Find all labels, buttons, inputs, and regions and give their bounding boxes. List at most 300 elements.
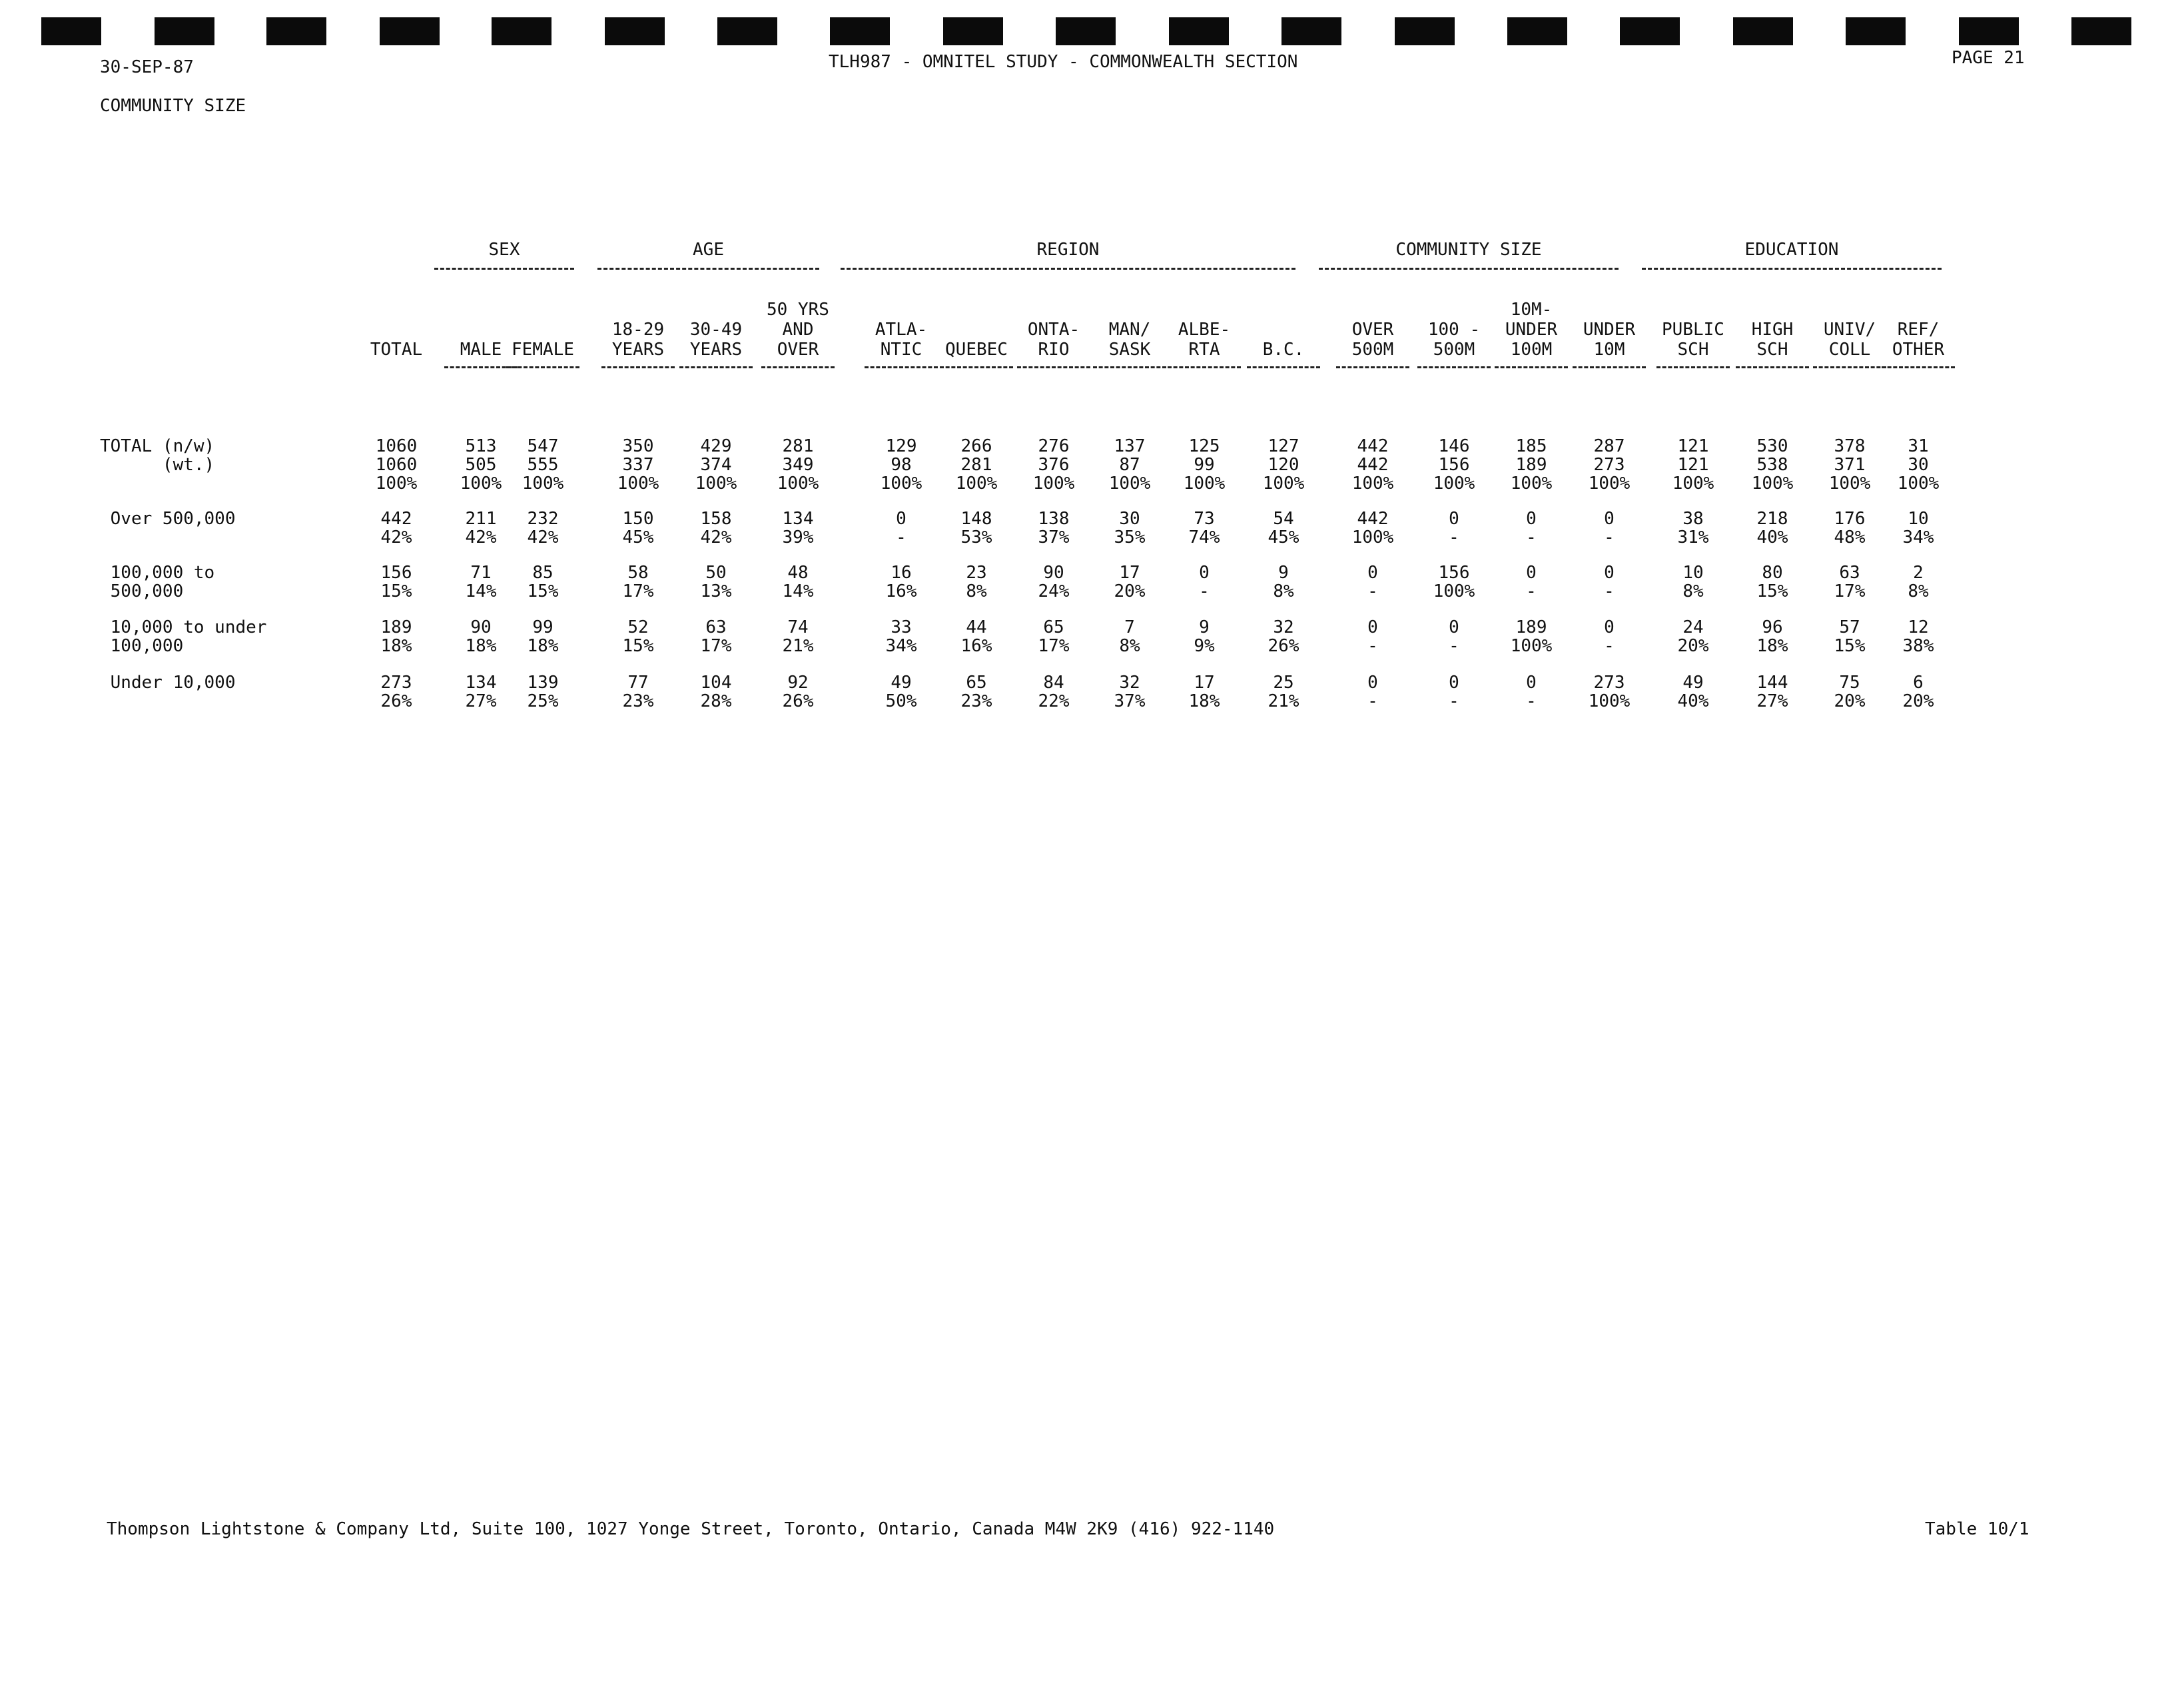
cell-value: 137 (1114, 436, 1146, 456)
cell-value: 42% (527, 527, 559, 547)
column-group-label: REGION (1036, 240, 1100, 260)
table-cell (1573, 509, 1646, 547)
cell-value: 146 (1438, 436, 1470, 456)
cell-value: 429 (700, 436, 732, 456)
column-header (1736, 320, 1809, 368)
column-header-line: ALBE- (1178, 320, 1231, 340)
feed-hole (1733, 17, 1793, 45)
row-label-line: 500,000 (100, 581, 184, 601)
column-header-line: SCH (1677, 340, 1709, 360)
cell-value: 442 (1357, 455, 1389, 475)
feed-hole (1959, 17, 2019, 45)
column-header-underline (601, 366, 675, 368)
cell-value: 1060 (375, 455, 418, 475)
cell-value: 63 (1839, 563, 1860, 583)
cell-value: 65 (1043, 617, 1064, 637)
cell-value: 63 (705, 617, 727, 637)
cell-value: 211 (465, 509, 497, 529)
page-number: PAGE 21 (1952, 48, 2025, 68)
column-header-line: ATLA- (875, 320, 928, 340)
cell-value: 189 (1515, 617, 1547, 637)
table-cell (1336, 618, 1409, 655)
cell-value: - (1367, 691, 1378, 711)
cell-value: 75 (1839, 673, 1860, 693)
feed-hole (266, 17, 326, 45)
feed-hole (1056, 17, 1116, 45)
cell-value: 2 (1913, 563, 1924, 583)
table-cell (1017, 437, 1090, 493)
table-cell (1813, 618, 1886, 655)
cell-value: 49 (891, 673, 912, 693)
table-cell (1573, 618, 1646, 655)
column-header-underline (865, 366, 938, 368)
cell-value: - (1367, 636, 1378, 656)
table-cell (1417, 563, 1491, 601)
table-cell (761, 618, 835, 655)
column-header-line: 500M (1433, 340, 1475, 360)
row-label (100, 618, 266, 655)
cell-value: 100% (777, 474, 819, 494)
cell-value: 129 (885, 436, 917, 456)
cell-value: - (1526, 691, 1537, 711)
column-header-line: 500M (1351, 340, 1394, 360)
cell-value: 120 (1268, 455, 1299, 475)
cell-value: 77 (627, 673, 649, 693)
table-cell (1247, 673, 1320, 711)
table-cell (360, 673, 433, 711)
cell-value: 28% (700, 691, 732, 711)
cell-value: 0 (1526, 563, 1537, 583)
table-cell (1168, 437, 1241, 493)
cell-value: - (1449, 636, 1459, 656)
table-cell (1168, 509, 1241, 547)
feed-hole (2071, 17, 2131, 45)
table-cell (1247, 563, 1320, 601)
cell-value: 337 (622, 455, 654, 475)
column-header-line: HIGH (1751, 320, 1794, 340)
cell-value: 100% (1262, 474, 1305, 494)
table-cell (1495, 673, 1568, 711)
column-header-underline (1736, 366, 1809, 368)
table-cell (940, 673, 1013, 711)
cell-value: 15% (1756, 581, 1788, 601)
table-cell (865, 509, 938, 547)
cell-value: 100% (955, 474, 998, 494)
cell-value: 20% (1114, 581, 1146, 601)
report-title: TLH987 - OMNITEL STUDY - COMMONWEALTH SECTION (829, 52, 1298, 72)
cell-value: 232 (527, 509, 559, 529)
table-cell (1247, 509, 1320, 547)
cell-value: 12 (1908, 617, 1929, 637)
cell-value: - (1604, 636, 1615, 656)
column-header-underline (940, 366, 1013, 368)
cell-value: 24% (1038, 581, 1070, 601)
cell-value: - (1526, 581, 1537, 601)
cell-value: 52 (627, 617, 649, 637)
cell-value: 0 (1604, 563, 1615, 583)
cell-value: 16 (891, 563, 912, 583)
cell-value: 266 (960, 436, 992, 456)
cell-value: 505 (465, 455, 497, 475)
column-header (865, 320, 938, 368)
table-cell (1247, 437, 1320, 493)
cell-value: 100% (1510, 636, 1553, 656)
feed-hole (943, 17, 1003, 45)
column-header-underline (1017, 366, 1090, 368)
row-label-line: (wt.) (100, 455, 215, 475)
column-group-header (1642, 241, 1942, 270)
cell-value: 44 (966, 617, 987, 637)
column-header (1417, 320, 1491, 368)
table-cell (940, 437, 1013, 493)
table-cell (1417, 618, 1491, 655)
column-header (761, 300, 835, 368)
cell-value: 100% (695, 474, 737, 494)
cell-value: 100% (617, 474, 659, 494)
cell-value: - (1604, 581, 1615, 601)
column-header-line: ONTA- (1027, 320, 1080, 340)
table-cell (1168, 673, 1241, 711)
cell-value: 100% (1351, 474, 1394, 494)
column-header-line: MALE (460, 340, 502, 360)
table-cell (1495, 618, 1568, 655)
column-header (1495, 300, 1568, 368)
cell-value: 84 (1043, 673, 1064, 693)
table-cell (1736, 673, 1809, 711)
column-header-line: 100M (1510, 340, 1553, 360)
column-header-underline (1813, 366, 1886, 368)
table-cell (679, 563, 753, 601)
table-cell (1168, 563, 1241, 601)
table-cell (360, 563, 433, 601)
column-header-line: RTA (1188, 340, 1220, 360)
table-cell (506, 509, 579, 547)
cell-value: 25% (527, 691, 559, 711)
cell-value: 13% (700, 581, 732, 601)
feed-hole (41, 17, 101, 45)
cell-value: 138 (1038, 509, 1070, 529)
table-cell (1882, 509, 1955, 547)
group-divider-line (1642, 268, 1942, 270)
cell-value: 37% (1114, 691, 1146, 711)
column-header-underline (1573, 366, 1646, 368)
column-group-label: COMMUNITY SIZE (1395, 240, 1542, 260)
cell-value: 185 (1515, 436, 1547, 456)
cell-value: 374 (700, 455, 732, 475)
cell-value: 15% (1834, 636, 1866, 656)
cell-value: 156 (380, 563, 412, 583)
cell-value: 90 (1043, 563, 1064, 583)
table-cell (761, 509, 835, 547)
row-label-line: Over 500,000 (100, 509, 236, 529)
cell-value: 25 (1273, 673, 1294, 693)
column-header-line: TOTAL (370, 340, 423, 360)
cell-value: 0 (1367, 617, 1378, 637)
cell-value: 100% (1510, 474, 1553, 494)
column-header (360, 340, 433, 360)
column-header (940, 340, 1013, 368)
column-header-underline (1093, 366, 1166, 368)
cell-value: 134 (465, 673, 497, 693)
cell-value: 1060 (375, 436, 418, 456)
column-header-line: SASK (1108, 340, 1151, 360)
group-divider-line (841, 268, 1295, 270)
table-cell (360, 509, 433, 547)
cell-value: 39% (782, 527, 814, 547)
cell-value: 144 (1756, 673, 1788, 693)
cell-value: 100% (1433, 474, 1475, 494)
column-header-underline (1656, 366, 1730, 368)
cell-value: 99 (1194, 455, 1215, 475)
cell-value: 96 (1762, 617, 1783, 637)
company-address: Thompson Lightstone & Company Ltd, Suite 100, 1027 Yonge Street, Toronto, Ontario, Canada M4W 2K9 (416) 922-1140 (107, 1519, 1275, 1539)
cell-value: 176 (1834, 509, 1866, 529)
table-cell (679, 673, 753, 711)
cell-value: 9 (1278, 563, 1289, 583)
cell-value: 100% (1588, 691, 1631, 711)
table-cell (1813, 437, 1886, 493)
cell-value: 156 (1438, 455, 1470, 475)
cell-value: 100% (375, 474, 418, 494)
cell-value: 0 (1449, 673, 1459, 693)
cell-value: 100% (1897, 474, 1940, 494)
column-header-underline (1168, 366, 1241, 368)
column-header-line: UNDER (1583, 320, 1636, 340)
table-cell (940, 509, 1013, 547)
cell-value: 513 (465, 436, 497, 456)
table-cell (601, 563, 675, 601)
cell-value: 100% (1588, 474, 1631, 494)
cell-value: 100% (1183, 474, 1226, 494)
cell-value: 21% (782, 636, 814, 656)
cell-value: - (1449, 527, 1459, 547)
column-header-line: UNDER (1505, 320, 1558, 340)
cell-value: - (896, 527, 907, 547)
table-cell (1736, 563, 1809, 601)
cell-value: 31% (1677, 527, 1709, 547)
cell-value: 158 (700, 509, 732, 529)
table-cell (1336, 437, 1409, 493)
table-cell (865, 563, 938, 601)
row-label (100, 563, 214, 601)
table-cell (940, 563, 1013, 601)
cell-value: 121 (1677, 455, 1709, 475)
feed-hole (717, 17, 777, 45)
cell-value: 85 (532, 563, 553, 583)
cell-value: 45% (1268, 527, 1299, 547)
column-header-line: B.C. (1262, 340, 1305, 360)
column-header (679, 320, 753, 368)
table-cell (1656, 437, 1730, 493)
cell-value: 18% (380, 636, 412, 656)
table-cell (1017, 673, 1090, 711)
cell-value: 148 (960, 509, 992, 529)
cell-value: 125 (1188, 436, 1220, 456)
cell-value: 21% (1268, 691, 1299, 711)
cell-value: 18% (465, 636, 497, 656)
column-header-line: YEARS (689, 340, 743, 360)
table-cell (506, 618, 579, 655)
cell-value: 442 (380, 509, 412, 529)
cell-value: 87 (1119, 455, 1140, 475)
cell-value: - (1604, 527, 1615, 547)
table-cell (601, 673, 675, 711)
table-cell (1736, 618, 1809, 655)
row-label-line: 100,000 to (100, 563, 215, 583)
cell-value: 65 (966, 673, 987, 693)
cell-value: 99 (532, 617, 553, 637)
column-header (1656, 320, 1730, 368)
cell-value: 38 (1682, 509, 1704, 529)
cell-value: 100% (1433, 581, 1475, 601)
row-label-line: 10,000 to under (100, 617, 267, 637)
column-header-line: OVER (777, 340, 819, 360)
table-cell (761, 437, 835, 493)
cell-value: 20% (1677, 636, 1709, 656)
feed-hole (380, 17, 440, 45)
cell-value: - (1367, 581, 1378, 601)
cell-value: 30 (1908, 455, 1929, 475)
cell-value: 18% (1756, 636, 1788, 656)
column-group-label: AGE (693, 240, 724, 260)
row-label (100, 437, 214, 474)
cell-value: 555 (527, 455, 559, 475)
feed-hole (1846, 17, 1906, 45)
group-divider-line (1319, 268, 1619, 270)
cell-value: 100% (460, 474, 502, 494)
column-header-underline (506, 366, 579, 368)
cell-value: 20% (1902, 691, 1934, 711)
group-divider-line (434, 268, 574, 270)
cell-value: 9% (1194, 636, 1215, 656)
table-cell (1882, 437, 1955, 493)
cell-value: 18% (527, 636, 559, 656)
column-group-header (841, 241, 1295, 270)
table-cell (1882, 563, 1955, 601)
cell-value: 0 (896, 509, 907, 529)
column-header-line: QUEBEC (945, 340, 1008, 360)
column-header-line: REF/ (1897, 320, 1940, 340)
table-cell (1813, 673, 1886, 711)
cell-value: 0 (1367, 563, 1378, 583)
row-label (100, 509, 236, 528)
cell-value: 20% (1834, 691, 1866, 711)
column-header (1573, 320, 1646, 368)
cell-value: 0 (1367, 673, 1378, 693)
cell-value: 8% (1682, 581, 1704, 601)
table-cell (679, 618, 753, 655)
table-cell (865, 673, 938, 711)
table-cell (1656, 509, 1730, 547)
cell-value: 281 (960, 455, 992, 475)
column-header-line: 18-29 (611, 320, 665, 340)
feed-hole (605, 17, 665, 45)
cell-value: 8% (1908, 581, 1929, 601)
cell-value: 100% (522, 474, 564, 494)
cell-value: 48% (1834, 527, 1866, 547)
cell-value: 104 (700, 673, 732, 693)
cell-value: 90 (470, 617, 492, 637)
table-cell (761, 673, 835, 711)
column-header-underline (1417, 366, 1491, 368)
cell-value: 38% (1902, 636, 1934, 656)
cell-value: 40% (1677, 691, 1709, 711)
cell-value: 218 (1756, 509, 1788, 529)
column-group-header (434, 241, 574, 270)
cell-value: 189 (380, 617, 412, 637)
cell-value: 26% (380, 691, 412, 711)
table-cell (1017, 509, 1090, 547)
cell-value: 0 (1449, 509, 1459, 529)
column-group-label: SEX (488, 240, 520, 260)
row-label (100, 673, 236, 692)
cell-value: 42% (465, 527, 497, 547)
cell-value: 23% (960, 691, 992, 711)
cell-value: 100% (880, 474, 922, 494)
cell-value: 0 (1449, 617, 1459, 637)
cell-value: 8% (966, 581, 987, 601)
cell-value: 15% (527, 581, 559, 601)
cell-value: 18% (1188, 691, 1220, 711)
column-header (506, 340, 579, 368)
column-header (1093, 320, 1166, 368)
table-cell (1813, 509, 1886, 547)
feed-hole (155, 17, 214, 45)
table-cell (1495, 563, 1568, 601)
cell-value: 350 (622, 436, 654, 456)
cell-value: 98 (891, 455, 912, 475)
cell-value: 378 (1834, 436, 1866, 456)
row-label-line: 100,000 (100, 636, 184, 656)
feed-hole (1169, 17, 1229, 45)
cell-value: 8% (1119, 636, 1140, 656)
row-label-line: Under 10,000 (100, 673, 236, 693)
group-divider-line (597, 268, 819, 270)
column-header-underline (761, 366, 835, 368)
column-header (1017, 320, 1090, 368)
table-cell (1247, 618, 1320, 655)
column-header-underline (1336, 366, 1409, 368)
table-reference: Table 10/1 (1925, 1519, 2029, 1539)
column-group-label: EDUCATION (1744, 240, 1839, 260)
feed-hole (830, 17, 890, 45)
column-header-line: 50 YRS (767, 300, 829, 320)
cell-value: 33 (891, 617, 912, 637)
column-header-line: FEMALE (512, 340, 574, 360)
cell-value: 100% (1672, 474, 1714, 494)
cell-value: 73 (1194, 509, 1215, 529)
cell-value: 10 (1908, 509, 1929, 529)
table-cell (1093, 437, 1166, 493)
cell-value: 100% (1828, 474, 1871, 494)
cell-value: 8% (1273, 581, 1294, 601)
cell-value: 49 (1682, 673, 1704, 693)
table-cell (1093, 509, 1166, 547)
cell-value: 287 (1593, 436, 1625, 456)
cell-value: 134 (782, 509, 814, 529)
table-cell (601, 509, 675, 547)
feed-hole (1507, 17, 1567, 45)
table-cell (1093, 563, 1166, 601)
cell-value: 530 (1756, 436, 1788, 456)
column-header-line: UNIV/ (1823, 320, 1876, 340)
cell-value: 276 (1038, 436, 1070, 456)
table-cell (1417, 509, 1491, 547)
cell-value: 48 (787, 563, 809, 583)
cell-value: 30 (1119, 509, 1140, 529)
table-cell (865, 437, 938, 493)
cell-value: 150 (622, 509, 654, 529)
